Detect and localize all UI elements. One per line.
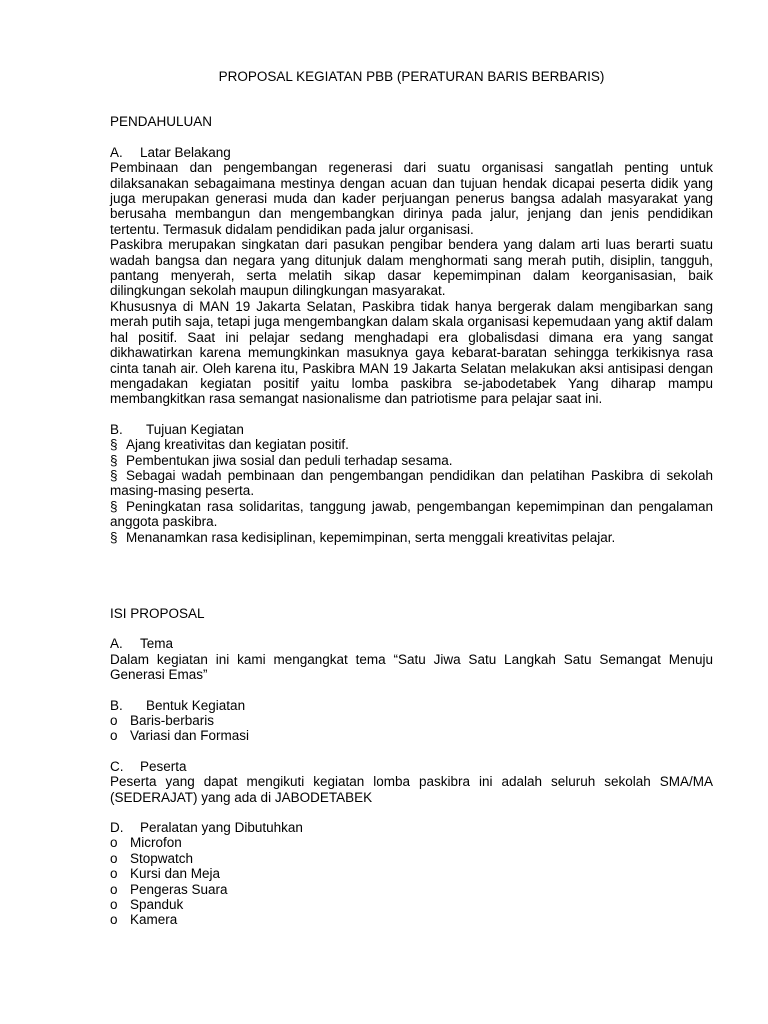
list-item: § Sebagai wadah pembinaan dan pengembangan pendidikan dan pelatihan Paskibra di sekolah masing-masing peserta.: [110, 467, 713, 499]
peserta-letter: C.: [110, 758, 124, 774]
tema-title: Tema: [140, 636, 174, 652]
section-mark-icon: §: [110, 437, 118, 453]
list-item: o Baris-berbaris: [110, 713, 215, 728]
section-mark-icon: §: [110, 467, 118, 483]
section-mark-icon: §: [110, 498, 118, 514]
bullet-o-icon: o: [110, 835, 118, 851]
bullet-o-icon: o: [110, 912, 118, 928]
list-item: o Variasi dan Formasi: [110, 728, 250, 744]
latar-belakang-letter: A.: [110, 144, 123, 160]
list-item: o Pengeras Suara: [110, 881, 228, 897]
latar-belakang-heading: [110, 145, 713, 160]
document-title: PROPOSAL KEGIATAN PBB (PERATURAN BARIS BERBARIS): [218, 69, 605, 84]
peralatan-heading: [110, 820, 713, 835]
list-item: § Pembentukan jiwa sosial dan peduli terhadap sesama.: [110, 452, 453, 468]
list-item: o Kursi dan Meja: [110, 866, 221, 882]
section-mark-icon: §: [110, 452, 118, 468]
peserta-text: Peserta yang dapat mengikuti kegiatan lomba paskibra ini adalah seluruh sekolah SMA/MA (SEDERAJAT) yang ada di JABODETABEK: [110, 774, 713, 805]
list-item: o Spanduk: [110, 897, 184, 913]
bullet-o-icon: o: [110, 850, 118, 866]
section-mark-icon: §: [110, 529, 118, 545]
paragraph: Paskibra merupakan singkatan dari pasukan pengibar bendera yang dalam arti luas berarti suatu wadah bangsa dan negara yang ditunjuk dalam menghormati sang merah putih, disiplin, tangguh, pantang menyerah, serta melatih sikap dasar kepemimpinan dalam keorganisasian, baik dilingkungan sekolah maupun dilingkungan masyarakat.: [110, 237, 713, 299]
tujuan-kegiatan-letter: B.: [110, 421, 123, 437]
list-item: § Menanamkan rasa kedisiplinan, kepemimpinan, serta menggali kreativitas pelajar.: [110, 529, 616, 545]
bentuk-kegiatan-title: Bentuk Kegiatan: [146, 697, 246, 713]
bentuk-kegiatan-letter: B.: [110, 697, 123, 713]
tema-heading: [110, 636, 713, 651]
peserta-section: [110, 759, 713, 805]
peralatan-title: Peralatan yang Dibutuhkan: [140, 820, 303, 836]
bullet-o-icon: o: [110, 728, 118, 744]
bullet-o-icon: o: [110, 881, 118, 897]
bullet-o-icon: o: [110, 866, 118, 882]
bentuk-kegiatan-section: [110, 698, 713, 744]
list-item: o Kamera: [110, 912, 178, 928]
section-heading-pendahuluan: PENDAHULUAN: [110, 114, 213, 130]
tema-section: [110, 636, 713, 682]
peserta-heading: [110, 759, 713, 774]
spacer: [110, 560, 713, 606]
list-item: § Peningkatan rasa solidaritas, tanggung jawab, pengembangan kepemimpinan dan pengalaman anggota paskibra.: [110, 498, 713, 530]
tema-letter: A.: [110, 636, 123, 652]
bullet-o-icon: o: [110, 713, 118, 728]
tujuan-kegiatan-section: [110, 422, 713, 545]
list-item: o Microfon: [110, 835, 182, 851]
peralatan-section: [110, 820, 713, 928]
list-item: o Stopwatch: [110, 850, 194, 866]
section-heading-isi-proposal: ISI PROPOSAL: [110, 605, 205, 621]
tujuan-kegiatan-title: Tujuan Kegiatan: [146, 421, 244, 437]
peralatan-letter: D.: [110, 820, 124, 836]
latar-belakang-section: [110, 145, 713, 407]
bentuk-kegiatan-heading: [110, 698, 713, 713]
latar-belakang-title: Latar Belakang: [140, 144, 231, 160]
peserta-title: Peserta: [140, 758, 187, 774]
paragraph: Khususnya di MAN 19 Jakarta Selatan, Paskibra tidak hanya bergerak dalam mengibarkan sang merah putih saja, tetapi juga mengembangkan dalam skala organisasi kepemudaan yang aktif dalam hal positif. Saat ini pelajar sedang menghadapi era globalisdasi dimana era yang sangat dikhawatirkan karena memungkinkan masuknya gaya kebarat-baratan sehingga terkikisnya rasa cinta tanah air. Oleh karena itu, Paskibra MAN 19 Jakarta Selatan melakukan aksi antisipasi dengan mengadakan kegiatan positif yaitu lomba paskibra se-jabodetabek Yang diharap mampu membangkitkan rasa semangat nasionalisme dan patriotisme para pelajar saat ini.: [110, 298, 713, 407]
paragraph: Pembinaan dan pengembangan regenerasi dari suatu organisasi sangatlah penting untuk dilaksanakan sebagaimana mestinya dengan acuan dan tujuan hendak dicapai peserta didik yang juga merupakan generasi muda dan kader perjuangan penerus bangsa adalah masyarakat yang berusaha membangun dan mengembangkan dirinya pada jalur, jenjang dan jenis pendidikan tertentu. Termasuk didalam pendidikan pada jalur organisasi.: [110, 160, 713, 237]
bullet-o-icon: o: [110, 897, 118, 913]
list-item: § Ajang kreativitas dan kegiatan positif.: [110, 437, 349, 453]
tujuan-kegiatan-heading: [110, 422, 713, 437]
tema-text: Dalam kegiatan ini kami mengangkat tema “Satu Jiwa Satu Langkah Satu Semangat Menuju Generasi Emas”: [110, 651, 713, 683]
